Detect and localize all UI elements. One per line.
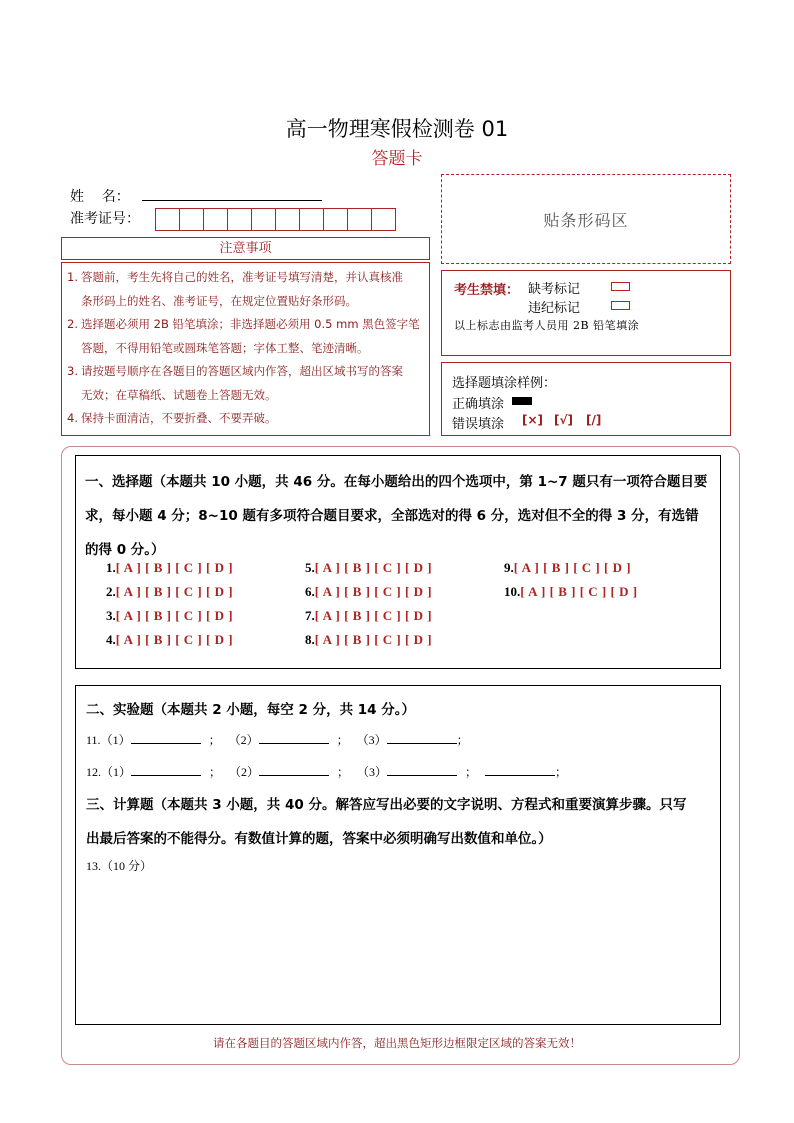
id-cell[interactable] [323,208,348,231]
mc-question[interactable]: 6.[ A ] [ B ] [ C ] [ D ] [305,584,433,599]
mc-question[interactable]: 1.[ A ] [ B ] [ C ] [ D ] [106,560,234,575]
answer-blank[interactable] [485,764,555,776]
mc-question[interactable]: 10.[ A ] [ B ] [ C ] [ D ] [504,584,638,599]
notice-item: 2. 选择题必须用 2B 铅笔填涂；非选择题必须用 0.5 mm 黑色签字笔 答题，不得用铅笔或圆珠笔答题；字体工整、笔迹清晰。 [67,317,420,355]
fill-example-box [441,362,731,436]
notice-title: 注意事项 [61,237,430,260]
id-cell[interactable] [227,208,252,231]
notice-item: 3. 请按题号顺序在各题目的答题区域内作答，超出区域书写的答案 无效；在草稿纸、试题卷上答题无效。 [67,364,403,402]
q13-answer-area[interactable] [80,880,716,1020]
absent-mark-label: 缺考标记 [528,282,581,297]
name-label: 姓 名： [70,189,130,205]
id-cell[interactable] [299,208,324,231]
absent-mark-box[interactable] [611,282,630,291]
wrong-fill-sample: [/] [586,413,602,427]
notice-item: 4. 保持卡面清洁，不要折叠、不要弄破。 [67,411,277,425]
answer-blank[interactable] [387,764,457,776]
id-label: 准考证号： [70,211,140,227]
barcode-label: 贴条形码区 [543,210,629,230]
footer-note: 请在各题目的答题区域内作答，超出黑色矩形边框限定区域的答案无效！ [213,1036,581,1050]
answer-blank[interactable] [259,732,329,744]
mc-question[interactable]: 5.[ A ] [ B ] [ C ] [ D ] [305,560,433,575]
answer-blank[interactable] [387,732,457,744]
page-subtitle: 答题卡 [371,149,423,169]
mc-question[interactable]: 2.[ A ] [ B ] [ C ] [ D ] [106,584,234,599]
name-field[interactable] [142,200,322,201]
mc-question[interactable]: 7.[ A ] [ B ] [ C ] [ D ] [305,608,433,623]
fill-example-title: 选择题填涂样例： [452,376,557,391]
wrong-fill-sample: [×] [522,413,544,427]
id-cell[interactable] [251,208,276,231]
id-cell[interactable] [203,208,228,231]
id-cell[interactable] [347,208,372,231]
id-cells [155,208,395,231]
page-title: 高一物理寒假检测卷 01 [285,117,509,141]
answer-blank[interactable] [259,764,329,776]
section3-instructions: 三、计算题（本题共 3 小题，共 40 分。解答应写出必要的文字说明、方程式和重要演算步骤。只写 出最后答案的不能得分。有数值计算的题，答案中必须明确写出数值和单位。） [86,797,687,847]
id-cell[interactable] [179,208,204,231]
exam-mark-note: 以上标志由监考人员用 2B 铅笔填涂 [454,319,640,332]
section2-title: 二、实验题（本题共 2 小题，每空 2 分，共 14 分。） [86,702,416,718]
q12-row: 12.（1） ； （2） ； （3） ； ； [86,765,568,779]
mc-question[interactable]: 9.[ A ] [ B ] [ C ] [ D ] [504,560,632,575]
exam-mark-box [441,270,731,356]
notice-box [61,262,430,436]
id-cell[interactable] [155,208,180,231]
wrong-fill-sample: [√] [554,413,573,427]
answer-blank[interactable] [131,732,201,744]
mc-question[interactable]: 4.[ A ] [ B ] [ C ] [ D ] [106,632,234,647]
correct-fill-label: 正确填涂 [452,397,505,412]
q13-label: 13.（10 分） [86,859,153,873]
mc-question[interactable]: 8.[ A ] [ B ] [ C ] [ D ] [305,632,433,647]
notice-item: 1. 答题前，考生先将自己的姓名，准考证号填写清楚，并认真核准 条形码上的姓名、准考证号，在规定位置贴好条形码。 [67,270,403,308]
section1-instructions: 一、选择题（本题共 10 小题，共 46 分。在每小题给出的四个选项中，第 1~7 题只有一项符合题目要 求，每小题 4 分；8~10 题有多项符合题目要求，全部选对的得 6 分，选对但不全的得 3 分，有选错 的得 0 分。） [85,474,708,558]
wrong-fill-label: 错误填涂 [452,417,505,432]
exam-mark-label: 考生禁填： [454,283,520,298]
id-cell[interactable] [275,208,300,231]
id-cell[interactable] [371,208,396,231]
violation-mark-box[interactable] [611,301,630,310]
mc-question[interactable]: 3.[ A ] [ B ] [ C ] [ D ] [106,608,234,623]
violation-mark-label: 违纪标记 [528,301,581,316]
barcode-area [441,174,731,264]
answer-blank[interactable] [131,764,201,776]
correct-fill-sample [512,397,532,405]
q11-row: 11.（1） ； （2） ； （3） ； [86,733,469,747]
